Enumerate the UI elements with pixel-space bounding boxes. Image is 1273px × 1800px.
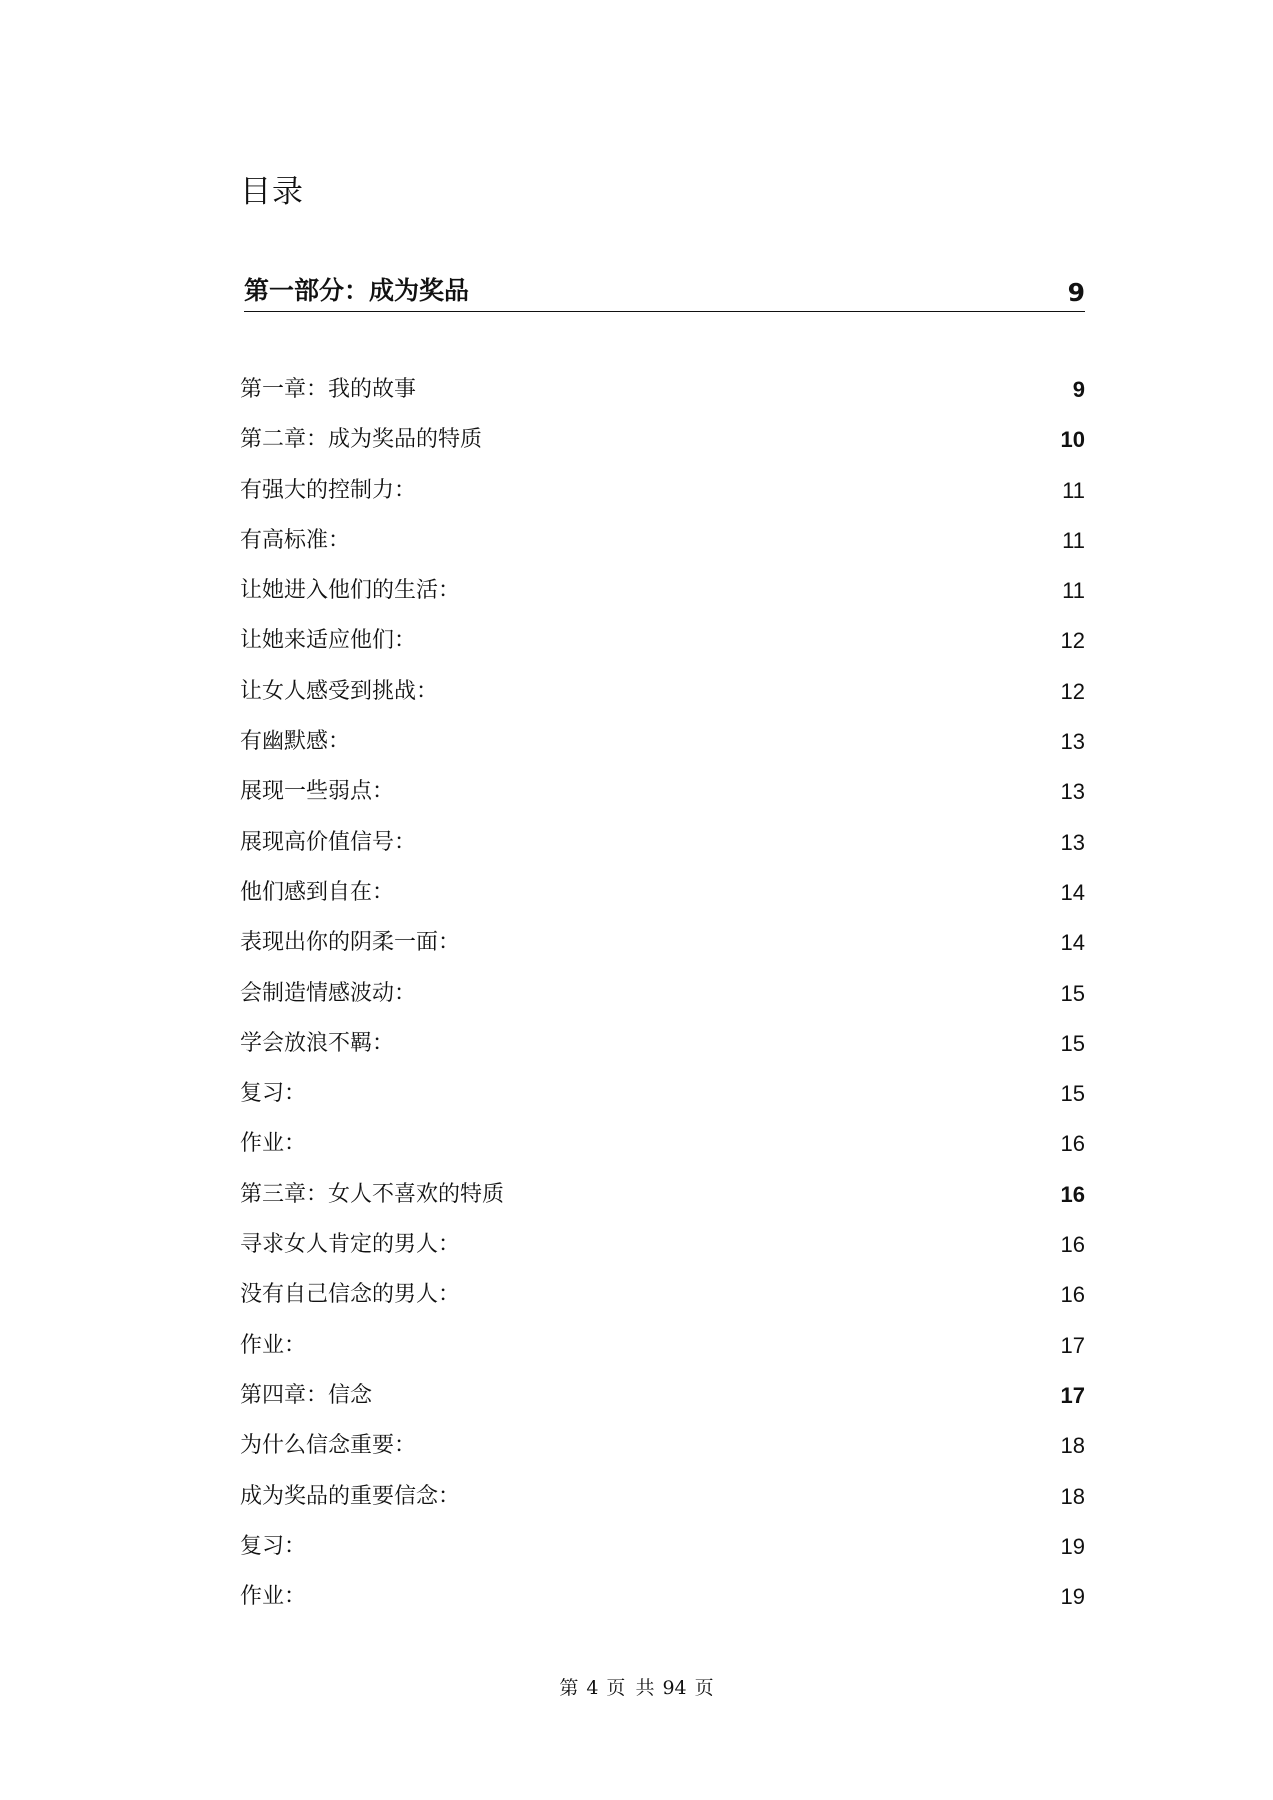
toc-entry-page-number: 15 [1060,1081,1085,1107]
toc-entry-page-number: 16 [1060,1282,1085,1308]
toc-section-entry[interactable] [240,521,1085,571]
toc-entry-page-number: 19 [1060,1533,1085,1559]
toc-section-entry[interactable] [240,1024,1085,1074]
toc-section-entry[interactable] [240,1527,1085,1577]
footer-mid: 页 共 [606,1677,655,1699]
toc-entry-page-number: 14 [1060,879,1085,905]
toc-entry-page-number: 16 [1060,1232,1085,1258]
toc-entry-page-number: 9 [1072,377,1085,402]
toc-title: 目录 [240,174,304,210]
toc-section-entry[interactable] [240,1074,1085,1124]
toc-entry-page-number: 12 [1060,678,1085,704]
toc-entry-label: 没有自己信念的男人： [240,1282,461,1308]
toc-entry-page-number: 18 [1060,1483,1085,1509]
toc-entry-label: 学会放浪不羁： [240,1030,395,1056]
toc-entry-label: 复习： [240,1533,307,1559]
toc-section-entry[interactable] [240,1225,1085,1275]
toc-entry-page-number: 13 [1060,829,1085,855]
toc-entry-page-number: 18 [1060,1433,1085,1459]
toc-section-entry[interactable] [240,772,1085,822]
footer-prefix: 第 [559,1677,579,1699]
toc-list [240,370,1085,1627]
toc-entry-label: 有高标准： [240,527,351,553]
part-heading-page-number: 9 [1067,278,1085,307]
toc-section-entry[interactable] [240,1275,1085,1325]
toc-entry-page-number: 10 [1060,427,1085,453]
toc-entry-page-number: 14 [1060,930,1085,956]
toc-chapter-entry[interactable] [240,1175,1085,1225]
toc-entry-page-number: 13 [1060,729,1085,755]
toc-entry-label: 让她来适应他们： [240,628,417,654]
toc-entry-label: 复习： [240,1081,307,1107]
toc-entry-page-number: 11 [1062,578,1085,604]
toc-section-entry[interactable] [240,621,1085,671]
toc-entry-label: 他们感到自在： [240,879,395,905]
toc-entry-page-number: 15 [1060,980,1085,1006]
toc-section-entry[interactable] [240,471,1085,521]
toc-entry-label: 第一章：我的故事 [240,377,417,402]
toc-entry-label: 有幽默感： [240,729,351,755]
toc-entry-page-number: 12 [1060,628,1085,654]
toc-section-entry[interactable] [240,722,1085,772]
toc-entry-label: 展现一些弱点： [240,779,395,805]
toc-section-entry[interactable] [240,873,1085,923]
toc-section-entry[interactable] [240,823,1085,873]
toc-section-entry[interactable] [240,1477,1085,1527]
toc-entry-label: 为什么信念重要： [240,1433,417,1459]
toc-section-entry[interactable] [240,974,1085,1024]
toc-chapter-entry[interactable] [240,370,1085,420]
toc-entry-page-number: 17 [1060,1382,1085,1408]
toc-entry-page-number: 17 [1060,1332,1085,1358]
toc-entry-label: 让女人感受到挑战： [240,678,439,704]
toc-section-entry[interactable] [240,1326,1085,1376]
page-footer [0,1673,1273,1700]
toc-entry-label: 表现出你的阴柔一面： [240,930,461,956]
toc-entry-page-number: 11 [1062,527,1085,553]
toc-entry-page-number: 19 [1060,1584,1085,1610]
toc-section-entry[interactable] [240,571,1085,621]
toc-entry-page-number: 15 [1060,1030,1085,1056]
toc-entry-label: 有强大的控制力： [240,477,417,503]
toc-section-entry[interactable] [240,1124,1085,1174]
toc-entry-label: 作业： [240,1332,307,1358]
toc-entry-page-number: 16 [1060,1181,1085,1207]
toc-entry-label: 成为奖品的重要信念： [240,1483,461,1509]
toc-entry-label: 作业： [240,1131,307,1157]
toc-entry-label: 让她进入他们的生活： [240,578,461,604]
toc-entry-page-number: 13 [1060,779,1085,805]
toc-chapter-entry[interactable] [240,420,1085,470]
toc-entry-label: 寻求女人肯定的男人： [240,1232,461,1258]
part-heading-label: 第一部分：成为奖品 [244,276,470,305]
part-heading[interactable] [244,275,1085,312]
toc-entry-page-number: 11 [1062,477,1085,503]
footer-total-pages: 94 [662,1677,687,1699]
footer-suffix: 页 [694,1677,714,1699]
footer-current-page: 4 [586,1677,599,1699]
toc-entry-page-number: 16 [1060,1131,1085,1157]
toc-section-entry[interactable] [240,923,1085,973]
toc-entry-label: 第二章：成为奖品的特质 [240,427,483,453]
toc-entry-label: 作业： [240,1584,307,1610]
toc-section-entry[interactable] [240,672,1085,722]
toc-entry-label: 第三章：女人不喜欢的特质 [240,1181,505,1207]
toc-section-entry[interactable] [240,1426,1085,1476]
toc-entry-label: 第四章：信念 [240,1382,373,1408]
toc-entry-label: 会制造情感波动： [240,980,417,1006]
toc-chapter-entry[interactable] [240,1376,1085,1426]
toc-entry-label: 展现高价值信号： [240,829,417,855]
toc-section-entry[interactable] [240,1577,1085,1627]
